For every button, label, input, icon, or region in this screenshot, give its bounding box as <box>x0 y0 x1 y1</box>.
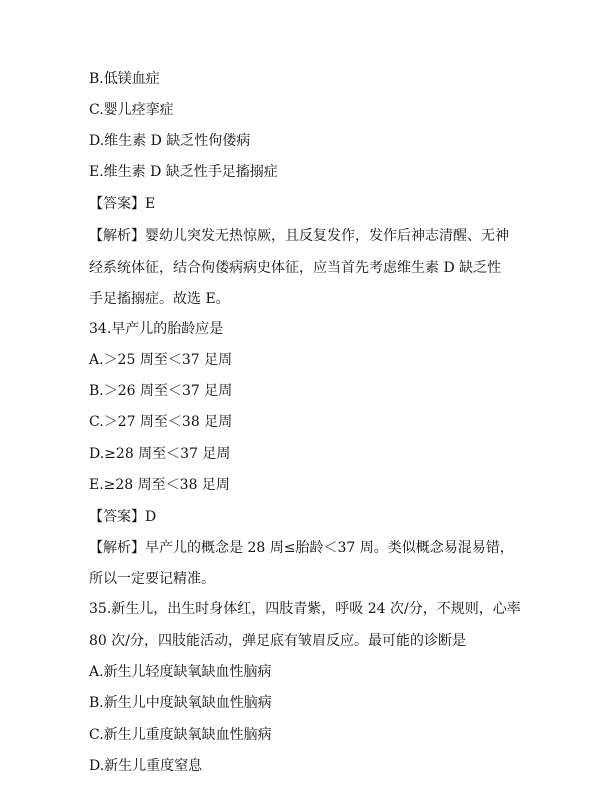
q34-option-d: D.≥28 周至＜37 足周 <box>89 446 231 462</box>
analysis-line-1: 【解析】婴幼儿突发无热惊厥，且反复发作，发作后神志清醒、无神 <box>89 228 509 244</box>
q34-answer-line: 【答案】D <box>89 509 157 525</box>
q35-option-b: B.新生儿中度缺氧缺血性脑病 <box>89 695 272 711</box>
question-35-stem-line-1: 35.新生儿，出生时身体红，四肢青紫，呼吸 24 次/分，不规则，心率 <box>89 601 521 617</box>
analysis-line-3: 手足搐搦症。故选 E。 <box>89 291 230 307</box>
q35-option-d: D.新生儿重度窒息 <box>89 758 203 774</box>
option-e-line: E.维生素 D 缺乏性手足搐搦症 <box>89 164 278 180</box>
q34-option-b: B.＞26 周至＜37 足周 <box>89 383 233 399</box>
question-35-stem-line-2: 80 次/分，四肢能活动，弹足底有皱眉反应。最可能的诊断是 <box>89 633 466 649</box>
q34-analysis-line-1: 【解析】早产儿的概念是 28 周≤胎龄＜37 周。类似概念易混易错， <box>89 540 514 556</box>
question-34-stem: 34.早产儿的胎龄应是 <box>89 321 224 337</box>
q34-option-a: A.＞25 周至＜37 足周 <box>89 352 233 368</box>
q35-option-a: A.新生儿轻度缺氧缺血性脑病 <box>89 664 272 680</box>
q35-option-c: C.新生儿重度缺氧缺血性脑病 <box>89 727 272 743</box>
option-b-line: B.低镁血症 <box>89 71 160 87</box>
q34-option-c: C.＞27 周至＜38 足周 <box>89 414 233 430</box>
option-c-line: C.婴儿痉挛症 <box>89 102 174 118</box>
option-d-line: D.维生素 D 缺乏性佝偻病 <box>89 133 251 149</box>
answer-line: 【答案】E <box>89 196 156 212</box>
q34-option-e: E.≥28 周至＜38 足周 <box>89 477 230 493</box>
analysis-line-2: 经系统体征，结合佝偻病病史体征，应当首先考虑维生素 D 缺乏性 <box>89 260 502 276</box>
q34-analysis-line-2: 所以一定要记精准。 <box>89 571 215 587</box>
